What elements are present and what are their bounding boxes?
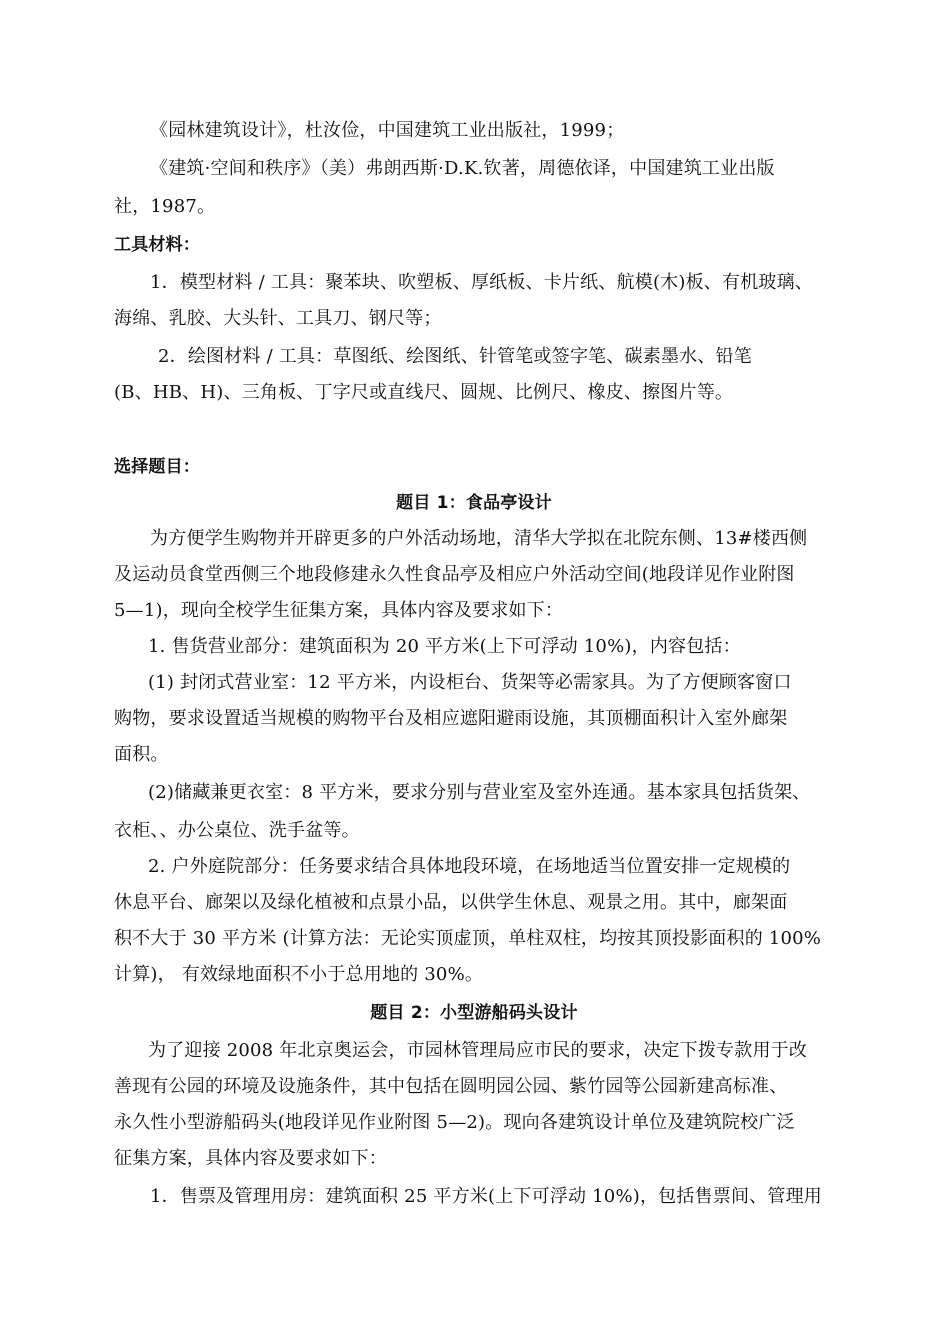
section-heading-tools: 工具材料：: [114, 235, 200, 255]
paragraph-line: 休息平台、廊架以及绿化植被和点景小品，以供学生休息、观景之用。其中，廊架面: [114, 892, 788, 913]
paragraph-line: 2. 户外庭院部分：任务要求结合具体地段环境，在场地适当位置安排一定规模的: [148, 856, 791, 877]
paragraph-line: 永久性小型游船码头(地段详见作业附图 5—2)。现向各建筑设计单位及建筑院校广泛: [114, 1112, 795, 1133]
paragraph-line: 1. 售货营业部分：建筑面积为 20 平方米(上下可浮动 10%)，内容包括：: [148, 636, 741, 657]
paragraph-line: 积不大于 30 平方米 (计算方法：无论实顶虚顶，单柱双柱，均按其顶投影面积的 100%: [114, 928, 822, 949]
section-heading-topics: 选择题目：: [114, 457, 200, 477]
paragraph-line: (B、HB、H)、三角板、丁字尺或直线尺、圆规、比例尺、橡皮、擦图片等。: [114, 382, 734, 403]
topic-title: 题目 1：食品亭设计: [396, 493, 552, 513]
paragraph-line: 1．模型材料 / 工具：聚苯块、吹塑板、厚纸板、卡片纸、航模(木)板、有机玻璃、: [150, 272, 814, 293]
reference-line: 《园林建筑设计》，杜汝俭，中国建筑工业出版社，1999；: [150, 120, 625, 141]
paragraph-line: (1) 封闭式营业室：12 平方米，内设柜台、货架等必需家具。为了方便顾客窗口: [148, 672, 792, 693]
paragraph-line: 计算)， 有效绿地面积不小于总用地的 30%。: [114, 964, 484, 985]
paragraph-line: 2．绘图材料 / 工具：草图纸、绘图纸、针管笔或签字笔、碳素墨水、铅笔: [158, 346, 752, 367]
paragraph-line: 为方便学生购物并开辟更多的户外活动场地，清华大学拟在北院东侧、13#楼西侧: [150, 528, 808, 549]
reference-line: 《建筑·空间和秩序》（美）弗朗西斯·D.K.钦著，周德依译，中国建筑工业出版: [150, 158, 775, 179]
paragraph-line: 海绵、乳胶、大头针、工具刀、钢尺等；: [114, 308, 442, 329]
paragraph-line: 征集方案，具体内容及要求如下：: [114, 1148, 387, 1169]
paragraph-line: (2)储藏兼更衣室：8 平方米，要求分别与营业室及室外连通。基本家具包括货架、: [148, 782, 811, 803]
paragraph-line: 购物，要求设置适当规模的购物平台及相应遮阳避雨设施，其顶棚面积计入室外廊架: [114, 708, 788, 729]
topic-title: 题目 2：小型游船码头设计: [370, 1003, 578, 1023]
paragraph-line: 1．售票及管理用房：建筑面积 25 平方米(上下可浮动 10%)，包括售票间、管理用: [150, 1186, 822, 1207]
paragraph-line: 善现有公园的环境及设施条件，其中包括在圆明园公园、紫竹园等公园新建高标准、: [114, 1076, 788, 1097]
paragraph-line: 衣柜、、办公桌位、洗手盆等。: [114, 820, 360, 841]
paragraph-line: 5—1)，现向全校学生征集方案，具体内容及要求如下：: [114, 600, 564, 621]
paragraph-line: 面积。: [114, 744, 169, 765]
paragraph-line: 及运动员食堂西侧三个地段修建永久性食品亭及相应户外活动空间(地段详见作业附图: [114, 564, 795, 585]
paragraph-line: 为了迎接 2008 年北京奥运会，市园林管理局应市民的要求，决定下拨专款用于改: [148, 1040, 808, 1061]
reference-line: 社，1987。: [114, 196, 216, 217]
